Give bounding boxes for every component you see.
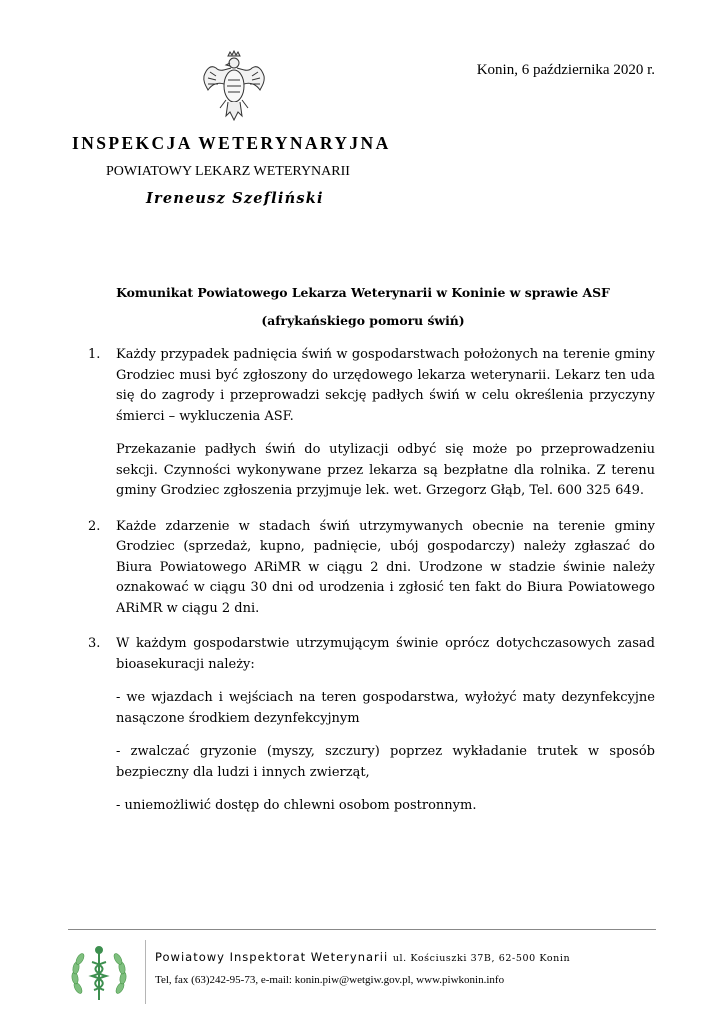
veterinary-logo-icon [68, 940, 130, 1006]
eagle-emblem-icon [200, 50, 268, 122]
item-paragraph: Każde zdarzenie w stadach świń utrzymywanych obecnie na terenie gminy Grodziec (sprzedaż, kupno, padnięcie, ubój gospodarczy) należy zgłaszać do Biura Powiatowego ARiMR w ciągu 2 dni. Urodzone w stadzie świnie należy oznakować w ciągu 30 dni od urodzenia i zgłosić ten fakt do Biura Powiatowego ARiMR w ciągu 2 dni. [116, 518, 655, 616]
footer-address: ul. Kościuszki 37B, 62-500 Konin [392, 953, 571, 964]
list-item [88, 345, 655, 502]
document-date: Konin, 6 października 2020 r. [476, 62, 655, 78]
footer-institution: Powiatowy Inspektorat Weterynarii [155, 950, 389, 964]
item-paragraph: - we wjazdach i wejściach na teren gospodarstwa, wyłożyć maty dezynfekcyjne nasączone środkiem dezynfekcyjnym [116, 690, 655, 726]
list-item [88, 634, 655, 817]
office-name: POWIATOWY LEKARZ WETERYNARII [106, 164, 350, 179]
announcement-subtitle: (afrykańskiego pomoru świń) [261, 313, 465, 328]
item-paragraph: Każdy przypadek padnięcia świń w gospodarstwach położonych na terenie gminy Grodziec musi być zgłoszony do urzędowego lekarza weterynarii. Lekarz ten uda się do zagrody i przeprowadzi sekcję padłych świń w celu określenia przyczyny śmierci – wykluczenia ASF. [116, 347, 655, 424]
list-item [88, 517, 655, 620]
announcement-body [88, 345, 655, 817]
item-paragraph: - zwalczać gryzonie (myszy, szczury) poprzez wykładanie trutek w sposób bezpieczny dla ludzi i innych zwierząt, [116, 744, 655, 780]
item-number: 2. [88, 518, 101, 534]
item-paragraph: - uniemożliwić dostęp do chlewni osobom postronnym. [116, 798, 477, 813]
footer-contact: Tel, fax (63)242-95-73, e-mail: konin.piw@wetgiw.gov.pl, www.piwkonin.info [155, 974, 505, 986]
officer-name: Ireneusz Szefliński [146, 190, 324, 207]
announcement-title: Komunikat Powiatowego Lekarza Weterynarii w Koninie w sprawie ASF [116, 285, 610, 300]
item-paragraph: Przekazanie padłych świń do utylizacji odbyć się może po przeprowadzeniu sekcji. Czynności wykonywane przez lekarza są bezpłatne dla rolnika. Z terenu gminy Grodziec zgłoszenia przyjmuje lek. wet. Grzegorz Głąb, Tel. 600 325 649. [116, 442, 655, 498]
item-number: 1. [88, 347, 101, 362]
footer-institution-line [155, 950, 570, 964]
footer-divider [68, 929, 656, 930]
organization-name: INSPEKCJA WETERYNARYJNA [72, 133, 391, 153]
footer-separator [145, 940, 146, 1004]
item-number: 3. [88, 636, 101, 651]
item-paragraph: W każdym gospodarstwie utrzymującym świnie oprócz dotychczasowych zasad bioasekuracji należy: [116, 636, 655, 672]
